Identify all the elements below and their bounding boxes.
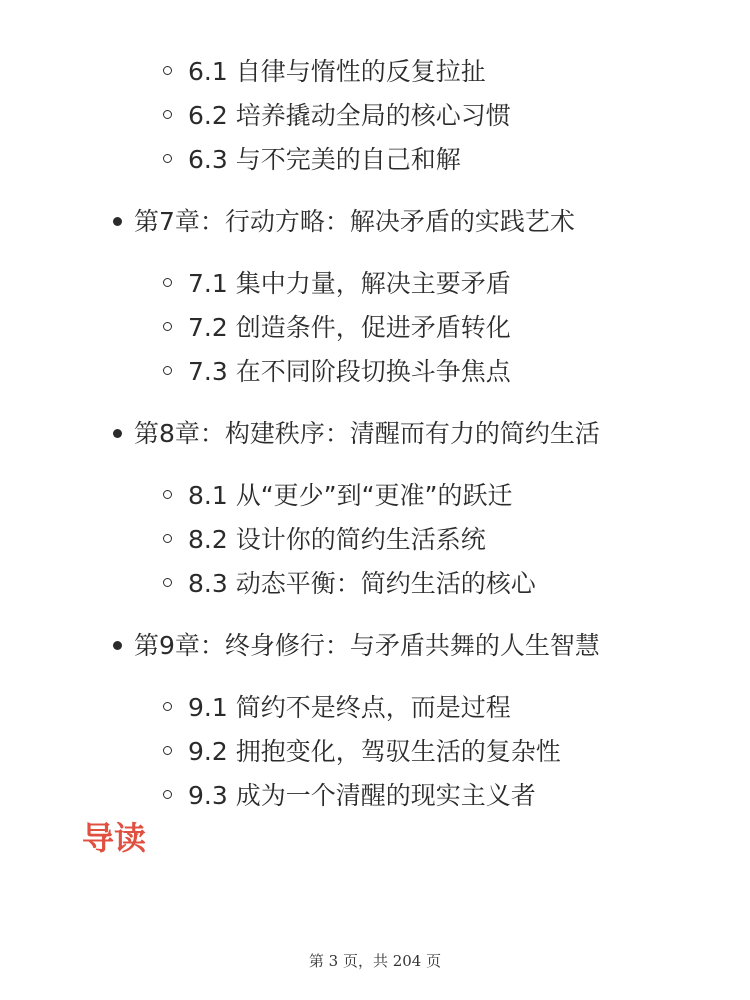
hollow-bullet-icon bbox=[163, 66, 172, 75]
filled-bullet-icon bbox=[113, 217, 122, 226]
filled-bullet-icon bbox=[113, 429, 122, 438]
toc-item-text: 6.1 自律与惰性的反复拉扯 bbox=[188, 57, 486, 86]
hollow-bullet-icon bbox=[163, 110, 172, 119]
toc-subsection-7-2[interactable] bbox=[0, 308, 750, 352]
page-footer: 第 3 页，共 204 页 bbox=[308, 952, 442, 970]
toc-item-text: 9.1 简约不是终点，而是过程 bbox=[188, 693, 511, 722]
toc-subsection-8-1[interactable] bbox=[0, 476, 750, 520]
toc-item-text: 7.1 集中力量，解决主要矛盾 bbox=[188, 269, 511, 298]
toc-item-text: 6.3 与不完美的自己和解 bbox=[188, 145, 461, 174]
toc-subsection-9-2[interactable] bbox=[0, 732, 750, 776]
toc-item-text: 8.1 从“更少”到“更准”的跃迁 bbox=[188, 481, 513, 510]
toc-subsection-9-1[interactable] bbox=[0, 688, 750, 732]
hollow-bullet-icon bbox=[163, 154, 172, 163]
toc-item-text: 9.3 成为一个清醒的现实主义者 bbox=[188, 781, 536, 810]
hollow-bullet-icon bbox=[163, 534, 172, 543]
hollow-bullet-icon bbox=[163, 790, 172, 799]
toc-item-text: 7.3 在不同阶段切换斗争焦点 bbox=[188, 357, 511, 386]
filled-bullet-icon bbox=[113, 641, 122, 650]
hollow-bullet-icon bbox=[163, 702, 172, 711]
toc-subsection-6-1[interactable] bbox=[0, 52, 750, 96]
toc-item-text: 8.3 动态平衡：简约生活的核心 bbox=[188, 569, 536, 598]
hollow-bullet-icon bbox=[163, 322, 172, 331]
table-of-contents bbox=[0, 52, 750, 820]
toc-subsection-7-1[interactable] bbox=[0, 264, 750, 308]
hollow-bullet-icon bbox=[163, 366, 172, 375]
toc-subsection-6-2[interactable] bbox=[0, 96, 750, 140]
toc-chapter-8[interactable] bbox=[0, 414, 750, 454]
toc-subsection-7-3[interactable] bbox=[0, 352, 750, 396]
toc-item-text: 第8章：构建秩序：清醒而有力的简约生活 bbox=[134, 419, 600, 448]
toc-chapter-9[interactable] bbox=[0, 626, 750, 666]
toc-subsection-8-2[interactable] bbox=[0, 520, 750, 564]
hollow-bullet-icon bbox=[163, 578, 172, 587]
toc-subsection-8-3[interactable] bbox=[0, 564, 750, 608]
toc-item-text: 6.2 培养撬动全局的核心习惯 bbox=[188, 101, 511, 130]
toc-chapter-7[interactable] bbox=[0, 202, 750, 242]
section-heading: 导读 bbox=[82, 819, 147, 857]
hollow-bullet-icon bbox=[163, 746, 172, 755]
toc-subsection-6-3[interactable] bbox=[0, 140, 750, 184]
toc-subsection-9-3[interactable] bbox=[0, 776, 750, 820]
toc-item-text: 第7章：行动方略：解决矛盾的实践艺术 bbox=[134, 207, 575, 236]
toc-item-text: 8.2 设计你的简约生活系统 bbox=[188, 525, 486, 554]
toc-item-text: 第9章：终身修行：与矛盾共舞的人生智慧 bbox=[134, 631, 600, 660]
toc-item-text: 9.2 拥抱变化，驾驭生活的复杂性 bbox=[188, 737, 561, 766]
toc-item-text: 7.2 创造条件，促进矛盾转化 bbox=[188, 313, 511, 342]
hollow-bullet-icon bbox=[163, 278, 172, 287]
hollow-bullet-icon bbox=[163, 490, 172, 499]
